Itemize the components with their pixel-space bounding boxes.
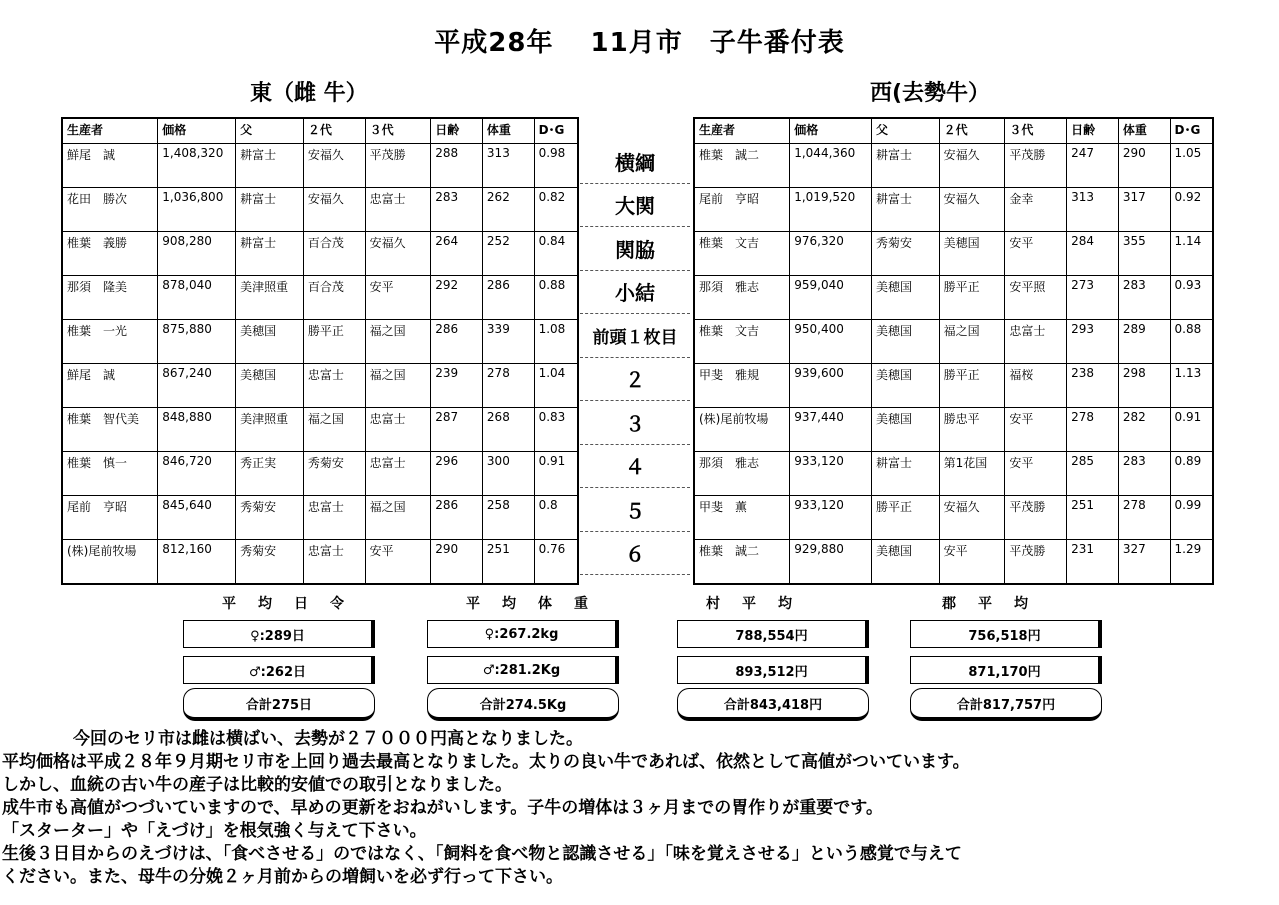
rank-label: ５ bbox=[580, 488, 690, 532]
table-cell: 忠富士 bbox=[365, 452, 431, 496]
table-cell: 950,400 bbox=[790, 320, 872, 364]
table-cell: 283 bbox=[431, 188, 483, 232]
table-header-row bbox=[694, 118, 1213, 144]
column-header: 価格 bbox=[790, 118, 872, 144]
table-cell: 甲斐 薫 bbox=[694, 496, 790, 540]
table-cell: 1,036,800 bbox=[158, 188, 236, 232]
rank-label: ４ bbox=[580, 445, 690, 489]
table-cell: 秀正実 bbox=[236, 452, 304, 496]
table-cell: 339 bbox=[482, 320, 534, 364]
table-cell: 278 bbox=[1067, 408, 1119, 452]
table-cell: 花田 勝次 bbox=[62, 188, 158, 232]
rank-label: 小結 bbox=[580, 271, 690, 315]
table-cell: 1,019,520 bbox=[790, 188, 872, 232]
rank-label: 関脇 bbox=[580, 227, 690, 271]
rank-label: 前頭１枚目 bbox=[580, 314, 690, 358]
table-cell: 忠富士 bbox=[303, 364, 365, 408]
column-header: 父 bbox=[872, 118, 940, 144]
table-cell: 平茂勝 bbox=[1005, 144, 1067, 188]
table-cell: 安福久 bbox=[939, 144, 1005, 188]
table-cell: 美津照重 bbox=[236, 276, 304, 320]
table-cell: 安福久 bbox=[303, 144, 365, 188]
table-header-row bbox=[62, 118, 578, 144]
column-header: 体重 bbox=[1118, 118, 1170, 144]
table-cell: 百合茂 bbox=[303, 232, 365, 276]
table-cell: 安福久 bbox=[303, 188, 365, 232]
table-row bbox=[694, 276, 1213, 320]
column-header: ２代 bbox=[303, 118, 365, 144]
table-cell: 0.82 bbox=[534, 188, 578, 232]
table-cell: 那須 雅志 bbox=[694, 452, 790, 496]
table-cell: 286 bbox=[431, 320, 483, 364]
average-male-box: 871,170円 bbox=[910, 656, 1102, 684]
table-cell: 292 bbox=[431, 276, 483, 320]
table-cell: 258 bbox=[482, 496, 534, 540]
rank-label: 横綱 bbox=[580, 140, 690, 184]
column-header: 価格 bbox=[158, 118, 236, 144]
column-header: 日齢 bbox=[1067, 118, 1119, 144]
table-row bbox=[62, 320, 578, 364]
table-cell: 0.84 bbox=[534, 232, 578, 276]
table-cell: 安平 bbox=[365, 276, 431, 320]
table-cell: 忠富士 bbox=[365, 408, 431, 452]
table-cell: 那須 雅志 bbox=[694, 276, 790, 320]
table-cell: 平茂勝 bbox=[365, 144, 431, 188]
table-row bbox=[62, 452, 578, 496]
table-cell: 290 bbox=[1118, 144, 1170, 188]
table-cell: 那須 隆美 bbox=[62, 276, 158, 320]
table-cell: 0.98 bbox=[534, 144, 578, 188]
table-cell: 355 bbox=[1118, 232, 1170, 276]
column-header: ３代 bbox=[365, 118, 431, 144]
table-cell: 安平 bbox=[1005, 408, 1067, 452]
average-total-box: 合計275日 bbox=[183, 688, 375, 721]
table-cell: 勝忠平 bbox=[939, 408, 1005, 452]
table-cell: 椎葉 智代美 bbox=[62, 408, 158, 452]
table-cell: 313 bbox=[482, 144, 534, 188]
table-cell: 283 bbox=[1118, 452, 1170, 496]
table-cell: 287 bbox=[431, 408, 483, 452]
average-heading: 平均体重 bbox=[466, 596, 610, 612]
table-cell: 安福久 bbox=[939, 496, 1005, 540]
table-cell: 286 bbox=[431, 496, 483, 540]
table-cell: 0.91 bbox=[534, 452, 578, 496]
table-row bbox=[694, 452, 1213, 496]
table-cell: 福之国 bbox=[365, 364, 431, 408]
table-row bbox=[694, 408, 1213, 452]
average-heading: 村平均 bbox=[706, 596, 814, 612]
table-cell: 327 bbox=[1118, 540, 1170, 585]
table-cell: 268 bbox=[482, 408, 534, 452]
table-cell: 椎葉 義勝 bbox=[62, 232, 158, 276]
table-cell: 鮮尾 誠 bbox=[62, 364, 158, 408]
table-cell: 美穂国 bbox=[939, 232, 1005, 276]
table-cell: 福之国 bbox=[303, 408, 365, 452]
page-title: 平成28年 11月市 子牛番付表 bbox=[434, 28, 845, 58]
table-cell: 273 bbox=[1067, 276, 1119, 320]
note-line: 「スターター」や「えづけ」を根気強く与えて下さい。 bbox=[2, 821, 427, 841]
table-cell: 金幸 bbox=[1005, 188, 1067, 232]
column-header: 生産者 bbox=[62, 118, 158, 144]
table-cell: 1.04 bbox=[534, 364, 578, 408]
table-row bbox=[694, 232, 1213, 276]
table-row bbox=[694, 540, 1213, 585]
table-cell: 317 bbox=[1118, 188, 1170, 232]
table-cell: 福之国 bbox=[939, 320, 1005, 364]
table-cell: 美穂国 bbox=[872, 364, 940, 408]
table-row bbox=[62, 364, 578, 408]
table-cell: 秀菊安 bbox=[236, 540, 304, 585]
table-cell: 安福久 bbox=[365, 232, 431, 276]
table-cell: 福桜 bbox=[1005, 364, 1067, 408]
table-cell: 0.83 bbox=[534, 408, 578, 452]
table-row bbox=[62, 540, 578, 585]
table-cell: 勝平正 bbox=[939, 364, 1005, 408]
table-cell: 美穂国 bbox=[236, 320, 304, 364]
table-cell: 1.08 bbox=[534, 320, 578, 364]
table-cell: 平茂勝 bbox=[1005, 540, 1067, 585]
table-cell: 耕富士 bbox=[872, 144, 940, 188]
table-cell: 1,408,320 bbox=[158, 144, 236, 188]
average-female-box: 756,518円 bbox=[910, 620, 1102, 648]
table-row bbox=[694, 496, 1213, 540]
average-male-box: ♂:262日 bbox=[183, 656, 375, 684]
table-cell: 976,320 bbox=[790, 232, 872, 276]
table-cell: 875,880 bbox=[158, 320, 236, 364]
table-cell: 勝平正 bbox=[872, 496, 940, 540]
column-header: D･G bbox=[534, 118, 578, 144]
table-cell: 安平 bbox=[365, 540, 431, 585]
table-cell: 美穂国 bbox=[872, 276, 940, 320]
table-cell: 1.14 bbox=[1170, 232, 1213, 276]
rank-label: ３ bbox=[580, 401, 690, 445]
table-cell: 忠富士 bbox=[303, 496, 365, 540]
table-cell: 929,880 bbox=[790, 540, 872, 585]
column-header: ２代 bbox=[939, 118, 1005, 144]
column-header: 体重 bbox=[482, 118, 534, 144]
table-cell: 285 bbox=[1067, 452, 1119, 496]
table-cell: 848,880 bbox=[158, 408, 236, 452]
table-cell: 252 bbox=[482, 232, 534, 276]
rank-column bbox=[580, 140, 690, 575]
table-cell: 福之国 bbox=[365, 320, 431, 364]
table-cell: 845,640 bbox=[158, 496, 236, 540]
table-cell: 尾前 亨昭 bbox=[62, 496, 158, 540]
average-male-box: 893,512円 bbox=[677, 656, 869, 684]
table-row bbox=[694, 144, 1213, 188]
table-cell: 耕富士 bbox=[872, 188, 940, 232]
table-cell: 0.88 bbox=[1170, 320, 1213, 364]
table-cell: 勝平正 bbox=[939, 276, 1005, 320]
note-line: 平均価格は平成２８年９月期セリ市を上回り過去最高となりました。太りの良い牛であれば、依然として高値がついています。 bbox=[2, 752, 970, 772]
table-cell: 0.93 bbox=[1170, 276, 1213, 320]
table-cell: 0.76 bbox=[534, 540, 578, 585]
table-cell: 尾前 亨昭 bbox=[694, 188, 790, 232]
column-header: 父 bbox=[236, 118, 304, 144]
rank-label: 大関 bbox=[580, 184, 690, 228]
note-line: ください。また、母牛の分娩２ヶ月前からの増飼いを必ず行って下さい。 bbox=[2, 867, 563, 887]
average-total-box: 合計843,418円 bbox=[677, 688, 869, 721]
table-cell: 美穂国 bbox=[872, 320, 940, 364]
table-cell: 289 bbox=[1118, 320, 1170, 364]
table-cell: 1.29 bbox=[1170, 540, 1213, 585]
table-cell: 勝平正 bbox=[303, 320, 365, 364]
table-cell: 284 bbox=[1067, 232, 1119, 276]
table-cell: 福之国 bbox=[365, 496, 431, 540]
table-cell: 椎葉 慎一 bbox=[62, 452, 158, 496]
table-cell: 288 bbox=[431, 144, 483, 188]
column-header: 日齢 bbox=[431, 118, 483, 144]
average-total-box: 合計274.5Kg bbox=[427, 688, 619, 721]
table-row bbox=[62, 144, 578, 188]
table-cell: 239 bbox=[431, 364, 483, 408]
table-cell: 安平照 bbox=[1005, 276, 1067, 320]
table-cell: 0.89 bbox=[1170, 452, 1213, 496]
table-cell: 933,120 bbox=[790, 496, 872, 540]
table-cell: 846,720 bbox=[158, 452, 236, 496]
average-female-box: ♀:289日 bbox=[183, 620, 375, 648]
table-cell: 耕富士 bbox=[236, 188, 304, 232]
average-total-box: 合計817,757円 bbox=[910, 688, 1102, 721]
table-cell: 959,040 bbox=[790, 276, 872, 320]
table-cell: 300 bbox=[482, 452, 534, 496]
table-cell: 忠富士 bbox=[1005, 320, 1067, 364]
table-cell: 安平 bbox=[939, 540, 1005, 585]
table-cell: 283 bbox=[1118, 276, 1170, 320]
table-cell: 238 bbox=[1067, 364, 1119, 408]
column-header: ３代 bbox=[1005, 118, 1067, 144]
table-cell: 0.88 bbox=[534, 276, 578, 320]
table-cell: 939,600 bbox=[790, 364, 872, 408]
note-line: 今回のセリ市は雌は横ばい、去勢が２７０００円高となりました。 bbox=[56, 729, 583, 749]
note-line: 生後３日目からのえづけは、「食べさせる」のではなく、「飼料を食べ物と認識させる」「味を覚えさせる」という感覚で与えて bbox=[2, 844, 962, 864]
table-cell: 0.99 bbox=[1170, 496, 1213, 540]
table-cell: 秀菊安 bbox=[303, 452, 365, 496]
table-cell: 秀菊安 bbox=[872, 232, 940, 276]
table-cell: 第1花国 bbox=[939, 452, 1005, 496]
table-cell: 安平 bbox=[1005, 232, 1067, 276]
table-cell: 甲斐 雅規 bbox=[694, 364, 790, 408]
table-cell: 平茂勝 bbox=[1005, 496, 1067, 540]
note-line: 成牛市も高値がつづいていますので、早めの更新をおねがいします。子牛の増体は３ヶ月までの胃作りが重要です。 bbox=[2, 798, 883, 818]
table-row bbox=[62, 188, 578, 232]
table-cell: 耕富士 bbox=[236, 232, 304, 276]
table-cell: 美穂国 bbox=[872, 408, 940, 452]
table-cell: 美穂国 bbox=[872, 540, 940, 585]
west-ranking-table bbox=[693, 117, 1214, 585]
table-cell: 298 bbox=[1118, 364, 1170, 408]
table-cell: 忠富士 bbox=[303, 540, 365, 585]
west-title: 西(去勢牛） bbox=[870, 81, 991, 106]
table-cell: 0.91 bbox=[1170, 408, 1213, 452]
table-cell: 1.05 bbox=[1170, 144, 1213, 188]
table-cell: 262 bbox=[482, 188, 534, 232]
table-cell: 1.13 bbox=[1170, 364, 1213, 408]
rank-label: ６ bbox=[580, 532, 690, 576]
table-cell: 耕富士 bbox=[872, 452, 940, 496]
table-cell: 椎葉 誠二 bbox=[694, 144, 790, 188]
table-cell: 251 bbox=[1067, 496, 1119, 540]
table-cell: 313 bbox=[1067, 188, 1119, 232]
notes-section bbox=[2, 728, 1277, 889]
east-title: 東（雌 牛） bbox=[250, 81, 368, 106]
column-header: D･G bbox=[1170, 118, 1213, 144]
table-row bbox=[62, 232, 578, 276]
table-cell: 忠富士 bbox=[365, 188, 431, 232]
table-cell: 251 bbox=[482, 540, 534, 585]
column-header: 生産者 bbox=[694, 118, 790, 144]
table-cell: 290 bbox=[431, 540, 483, 585]
note-line: しかし、血統の古い牛の産子は比較的安値での取引となりました。 bbox=[2, 775, 512, 795]
table-row bbox=[62, 496, 578, 540]
table-row bbox=[62, 408, 578, 452]
table-cell: 椎葉 誠二 bbox=[694, 540, 790, 585]
table-cell: 安平 bbox=[1005, 452, 1067, 496]
table-cell: 椎葉 文吉 bbox=[694, 320, 790, 364]
table-row bbox=[62, 276, 578, 320]
east-ranking-table bbox=[61, 117, 579, 585]
table-cell: 286 bbox=[482, 276, 534, 320]
table-cell: 秀菊安 bbox=[236, 496, 304, 540]
table-cell: 百合茂 bbox=[303, 276, 365, 320]
table-row bbox=[694, 320, 1213, 364]
table-cell: 908,280 bbox=[158, 232, 236, 276]
table-cell: 867,240 bbox=[158, 364, 236, 408]
table-cell: 美穂国 bbox=[236, 364, 304, 408]
table-cell: 878,040 bbox=[158, 276, 236, 320]
table-cell: 椎葉 一光 bbox=[62, 320, 158, 364]
table-cell: 293 bbox=[1067, 320, 1119, 364]
table-cell: 0.92 bbox=[1170, 188, 1213, 232]
table-row bbox=[694, 188, 1213, 232]
table-cell: 264 bbox=[431, 232, 483, 276]
average-female-box: 788,554円 bbox=[677, 620, 869, 648]
table-cell: 937,440 bbox=[790, 408, 872, 452]
table-cell: 933,120 bbox=[790, 452, 872, 496]
table-cell: 231 bbox=[1067, 540, 1119, 585]
average-heading: 平均日令 bbox=[222, 596, 366, 612]
table-cell: 椎葉 文吉 bbox=[694, 232, 790, 276]
table-cell: 247 bbox=[1067, 144, 1119, 188]
table-cell: (株)尾前牧場 bbox=[694, 408, 790, 452]
table-cell: 安福久 bbox=[939, 188, 1005, 232]
table-cell: 296 bbox=[431, 452, 483, 496]
table-cell: 美津照重 bbox=[236, 408, 304, 452]
table-cell: 1,044,360 bbox=[790, 144, 872, 188]
table-cell: 0.8 bbox=[534, 496, 578, 540]
table-cell: 278 bbox=[482, 364, 534, 408]
average-heading: 郡平均 bbox=[942, 596, 1050, 612]
average-female-box: ♀:267.2kg bbox=[427, 620, 619, 648]
table-cell: 耕富士 bbox=[236, 144, 304, 188]
table-cell: 278 bbox=[1118, 496, 1170, 540]
table-cell: 鮮尾 誠 bbox=[62, 144, 158, 188]
average-male-box: ♂:281.2Kg bbox=[427, 656, 619, 684]
rank-label: ２ bbox=[580, 358, 690, 402]
table-row bbox=[694, 364, 1213, 408]
table-cell: 812,160 bbox=[158, 540, 236, 585]
table-cell: 282 bbox=[1118, 408, 1170, 452]
table-cell: (株)尾前牧場 bbox=[62, 540, 158, 585]
